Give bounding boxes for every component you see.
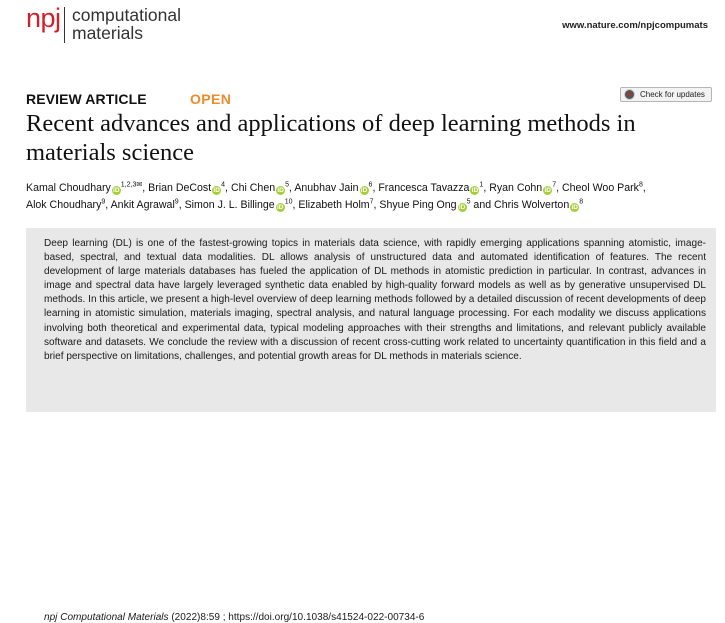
envelope-icon[interactable]: ✉ <box>136 181 143 189</box>
journal-logo-npj[interactable]: npj <box>26 3 61 33</box>
article-type-label: REVIEW ARTICLE <box>26 91 147 107</box>
author-affiliation[interactable]: 9 <box>101 198 106 206</box>
author-name[interactable]: Simon J. L. Billinge <box>184 199 275 211</box>
author-affiliation[interactable]: 7 <box>552 181 557 189</box>
orcid-icon[interactable]: iD <box>544 187 551 194</box>
orcid-icon[interactable]: iD <box>276 204 284 211</box>
author-affiliation[interactable]: 1 <box>479 181 484 189</box>
journal-header <box>0 0 725 50</box>
author-affiliation[interactable]: 5 <box>466 198 471 206</box>
author-affiliation[interactable]: 5 <box>285 181 290 189</box>
author-name[interactable]: Alok Choudhary <box>26 199 102 211</box>
journal-url-link[interactable]: www.nature.com/npjcompumats <box>562 20 708 31</box>
author-entry <box>298 199 373 211</box>
author-affiliation[interactable]: 8 <box>638 181 643 189</box>
citation-line <box>44 612 424 623</box>
logo-line-1: computational <box>72 5 181 25</box>
author-name[interactable]: Chi Chen <box>230 182 276 194</box>
author-name[interactable]: Anubhav Jain <box>294 182 359 194</box>
author-affiliation[interactable]: 10 <box>284 198 293 206</box>
author-entry <box>111 199 179 211</box>
author-entry <box>185 199 293 211</box>
author-name[interactable]: Elizabeth Holm <box>298 199 370 211</box>
author-name[interactable]: Ryan Cohn <box>489 182 543 194</box>
author-affiliation[interactable]: 8 <box>579 198 584 206</box>
citation-journal: npj Computational Materials <box>44 612 169 623</box>
logo-divider <box>64 7 65 43</box>
abstract-text: Deep learning (DL) is one of the fastest-growing topics in materials data science, with rapidly emerging applications spanning atomistic, image-based, spectral, and textual data modalities. DL allows analysis of unstructured data and automated identification of features. The recent development of large materials databases has fueled the application of DL methods in atomistic prediction in particular. In contrast, advances in image and spectral data have largely leveraged synthetic data enabled by high-quality forward models as well as by generative unsupervised DL methods. In this article, we present a high-level overview of deep learning methods followed by a detailed discussion of recent developments of deep learning in atomistic simulation, materials imaging, spectral analysis, and natural language processing. For each modality we discuss applications involving both theoretical and experimental data, typical modeling approaches with their strengths and limitations, and relevant publicly available software and datasets. We conclude the review with a discussion of recent cross-cutting work related to uncertainty quantification in this field and a brief perspective on limitations, challenges, and potential growth areas for DL methods in materials science. <box>44 238 706 362</box>
open-access-badge: OPEN <box>190 91 232 107</box>
author-entry <box>148 182 225 194</box>
orcid-icon[interactable]: iD <box>360 187 368 194</box>
author-entry <box>26 199 105 211</box>
author-entry <box>231 182 289 194</box>
author-entry <box>562 182 643 194</box>
author-entry <box>26 182 142 194</box>
author-affiliation[interactable]: 9 <box>174 198 179 206</box>
author-name[interactable]: Cheol Woo Park <box>562 182 639 194</box>
author-affiliation[interactable]: 6 <box>368 181 373 189</box>
author-entry <box>489 182 556 194</box>
author-affiliation[interactable]: 7 <box>369 198 374 206</box>
orcid-icon[interactable]: iD <box>213 187 220 194</box>
orcid-icon[interactable]: iD <box>458 204 466 211</box>
citation-details[interactable]: (2022)8:59 ; https://doi.org/10.1038/s41524-022-00734-6 <box>168 612 425 623</box>
article-title: Recent advances and applications of deep learning methods in materials science <box>26 110 636 166</box>
author-name[interactable]: Chris Wolverton <box>494 199 570 211</box>
check-for-updates-button[interactable] <box>620 87 712 102</box>
orcid-icon[interactable]: iD <box>277 187 284 194</box>
author-list: Kamal Choudhary $iD^{1,2,3✉}$, Brian DeCost $iD^4$, Chi Chen $iD^5$, Anubhav Jain $iD^6$, Francesca Tavazza $iD^1$, Ryan Cohn $iD^7$, Cheol Woo Park$^8$, Alok Choudhary$^9$, Ankit Agrawal$^9$, Simon J. L. Billinge $iD^{10}$, Elizabeth Holm$^7$, Shyue Ping Ong $iD^5$ and Chris Wolverton $iD^8$ <box>26 181 646 211</box>
author-name[interactable]: Francesca Tavazza <box>378 182 470 194</box>
orcid-icon[interactable]: iD <box>471 187 479 194</box>
author-name[interactable]: Shyue Ping Ong <box>379 199 457 211</box>
author-name[interactable]: Ankit Agrawal <box>110 199 175 211</box>
abstract-panel <box>26 228 716 623</box>
author-affiliation[interactable]: 1,2,3✉ <box>120 181 143 189</box>
journal-logo-name[interactable] <box>72 6 181 42</box>
logo-line-2: materials <box>72 23 143 43</box>
author-entry <box>294 182 372 194</box>
author-entry <box>494 199 583 211</box>
author-entry <box>379 199 470 211</box>
author-name[interactable]: Kamal Choudhary <box>26 182 111 194</box>
author-name[interactable]: Brian DeCost <box>148 182 212 194</box>
author-entry <box>378 182 483 194</box>
orcid-icon[interactable]: iD <box>113 187 120 194</box>
orcid-icon[interactable]: iD <box>571 204 578 211</box>
check-for-updates-label: Check for updates <box>640 90 705 99</box>
crossmark-icon <box>624 89 635 100</box>
author-affiliation[interactable]: 4 <box>221 181 226 189</box>
